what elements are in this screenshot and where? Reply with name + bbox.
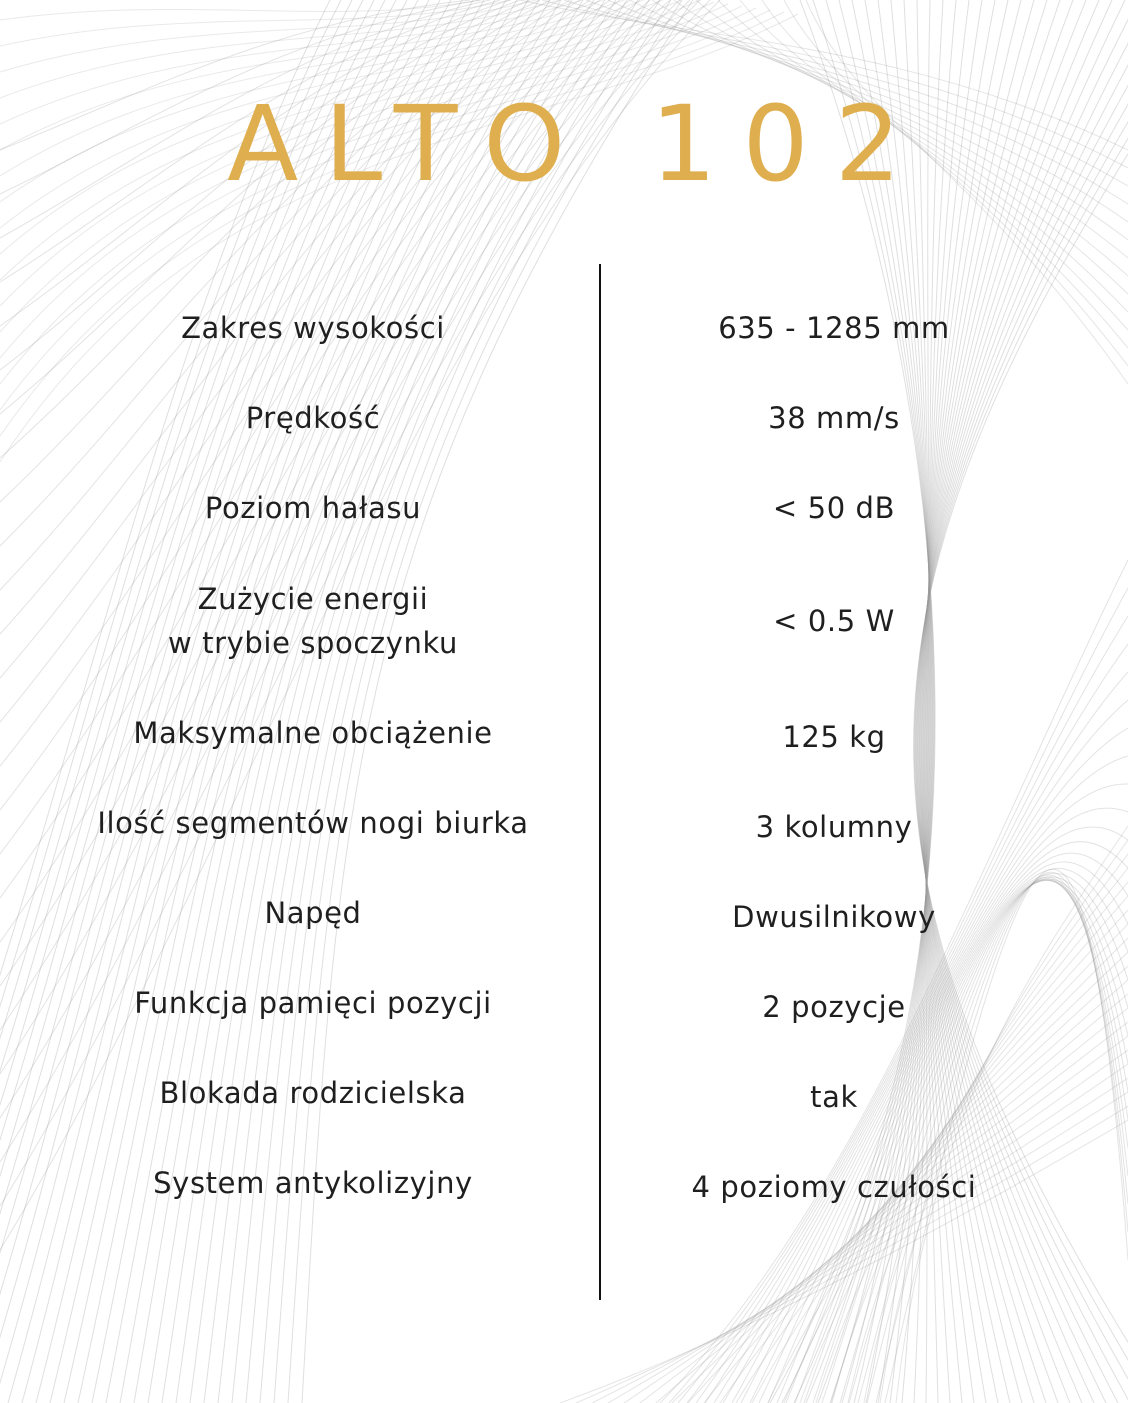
spec-value: < 0.5 W [773,604,895,638]
spec-row-leg-segments [0,800,1128,846]
spec-row-child-lock [0,1070,1128,1116]
spec-row-memory-function [0,980,1128,1026]
spec-value: 125 kg [782,720,886,754]
spec-label: Blokada rodzicielska [159,1076,467,1110]
spec-value: 4 poziomy czułości [691,1170,977,1204]
spec-label: Napęd [264,896,362,930]
spec-label: Zakres wysokości [181,311,445,345]
spec-row-height-range [0,305,1128,351]
spec-label: Zużycie energii w trybie spoczynku [168,582,458,660]
spec-value: Dwusilnikowy [732,900,936,934]
spec-value: < 50 dB [772,491,896,525]
spec-value: 635 - 1285 mm [718,311,950,345]
spec-label: Poziom hałasu [204,491,422,525]
spec-label: Maksymalne obciążenie [133,716,493,750]
spec-row-max-load [0,710,1128,756]
spec-label: System antykolizyjny [153,1166,473,1200]
spec-label: Funkcja pamięci pozycji [134,986,492,1020]
spec-value: 3 kolumny [755,810,913,844]
spec-label: Ilość segmentów nogi biurka [97,806,529,840]
spec-row-speed [0,395,1128,441]
spec-label: Prędkość [245,401,381,435]
spec-row-standby-power [0,576,1128,666]
spec-value: 38 mm/s [768,401,900,435]
spec-value: tak [810,1080,858,1114]
spec-row-anti-collision [0,1160,1128,1206]
spec-value: 2 pozycje [762,990,906,1024]
spec-row-drive [0,890,1128,936]
product-title: ALTO 102 [227,83,927,205]
spec-row-noise-level [0,485,1128,531]
